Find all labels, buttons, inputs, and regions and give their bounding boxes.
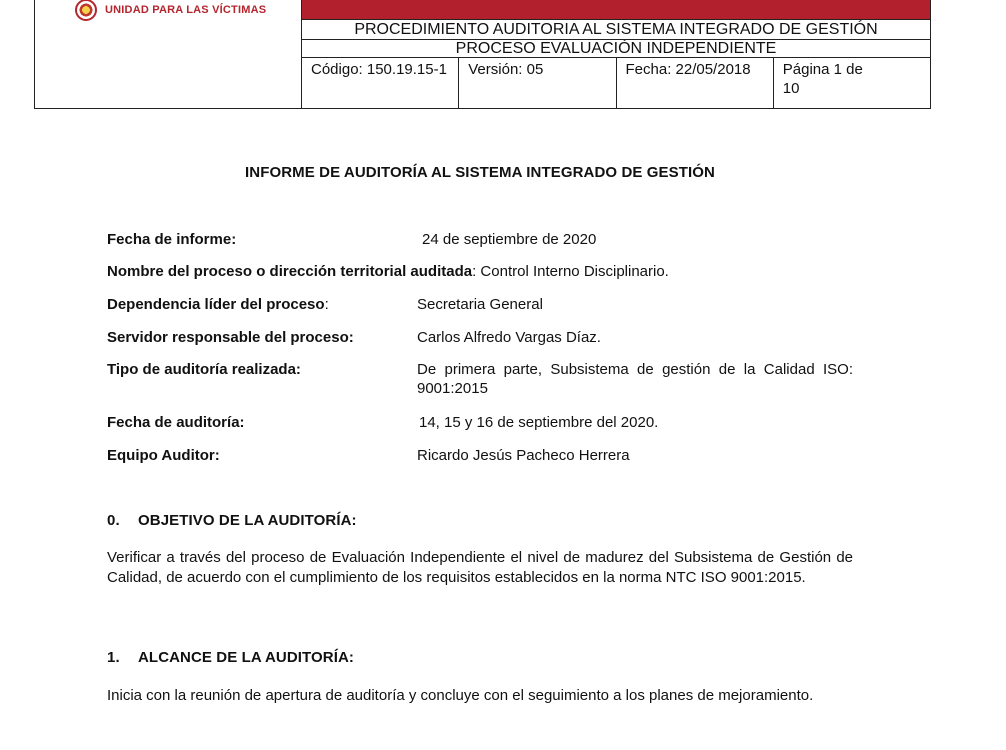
lead-dependency-colon: : <box>324 296 329 313</box>
report-date-label: Fecha de informe: <box>107 231 237 248</box>
section-scope-heading <box>107 649 354 666</box>
section-heading: OBJETIVO DE LA AUDITORÍA: <box>138 512 357 529</box>
logo-cell <box>35 0 302 109</box>
report-date-value: 24 de septiembre de 2020 <box>422 231 597 248</box>
audit-team-label: Equipo Auditor: <box>107 447 220 464</box>
process-name-line <box>107 263 669 280</box>
section-number: 0. <box>107 512 120 529</box>
lead-dependency-value: Secretaria General <box>417 296 543 313</box>
page-number <box>773 58 930 109</box>
document-version: Versión: 05 <box>459 58 616 109</box>
lead-dependency-label: Dependencia líder del proceso <box>107 296 325 313</box>
report-title: INFORME DE AUDITORÍA AL SISTEMA INTEGRADO DE GESTIÓN <box>245 164 715 181</box>
process-title: PROCESO EVALUACIÒN INDEPENDIENTE <box>302 40 931 58</box>
audit-date-label: Fecha de auditoría: <box>107 414 245 431</box>
audit-type-value: De primera parte, Subsistema de gestión de la Calidad ISO: 9001:2015 <box>417 361 853 397</box>
audit-date-value: 14, 15 y 16 de septiembre del 2020. <box>419 414 659 431</box>
audit-type-label: Tipo de auditoría realizada: <box>107 361 301 378</box>
procedure-title: PROCEDIMIENTO AUDITORIA AL SISTEMA INTEGRADO DE GESTIÓN <box>302 20 931 40</box>
section-scope-body: Inicia con la reunión de apertura de auditoría y concluye con el seguimiento a los planes de mejoramiento. <box>107 687 814 704</box>
logo-text: UNIDAD PARA LAS VÍCTIMAS <box>105 4 267 16</box>
responsible-value: Carlos Alfredo Vargas Díaz. <box>417 329 601 346</box>
coat-of-arms-icon <box>75 0 97 21</box>
section-objective-body: Verificar a través del proceso de Evaluación Independiente el nivel de madurez del Subsistema de Gestión de Calidad, de acuerdo con el cumplimiento de los requisitos establecidos en la norma NTC ISO 9001:2015. <box>107 549 853 586</box>
brand-color-bar <box>302 0 931 20</box>
process-name-label: Nombre del proceso o dirección territorial auditada <box>107 263 473 280</box>
lead-dependency-line <box>107 295 329 314</box>
document-date: Fecha: 22/05/2018 <box>616 58 773 109</box>
process-name-value: : Control Interno Disciplinario. <box>472 263 669 280</box>
section-number: 1. <box>107 649 120 666</box>
responsible-label: Servidor responsable del proceso: <box>107 329 354 346</box>
page-number-line2: 10 <box>782 80 800 97</box>
section-objective-heading <box>107 512 357 529</box>
process-name-row <box>107 262 669 281</box>
entity-logo <box>75 0 266 21</box>
document-code: Código: 150.19.15-1 <box>302 58 459 109</box>
page-number-line1: Página 1 de <box>782 61 863 78</box>
section-heading: ALCANCE DE LA AUDITORÍA: <box>138 649 355 666</box>
document-header-table <box>34 0 931 109</box>
audit-team-value: Ricardo Jesús Pacheco Herrera <box>417 447 630 464</box>
